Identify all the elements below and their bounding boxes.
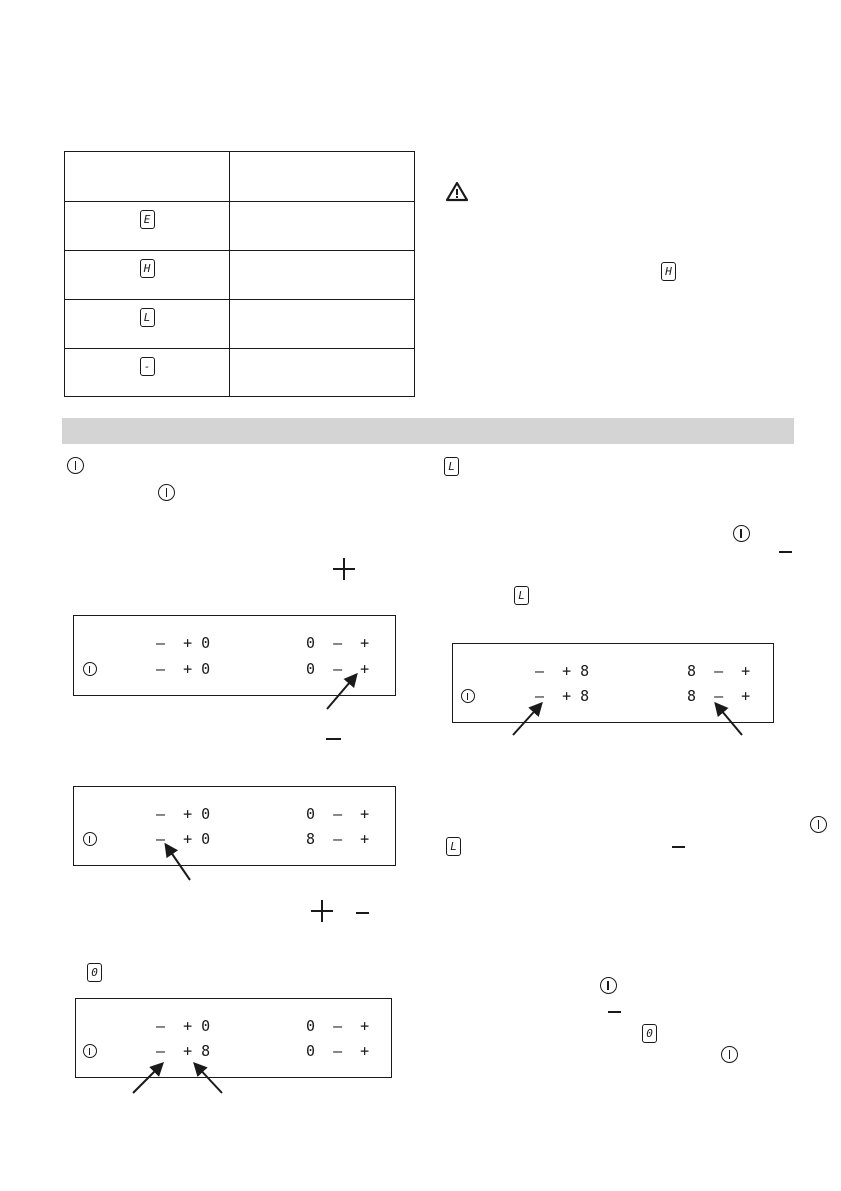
display-l-icon: L — [514, 586, 529, 605]
display-h-icon: H — [661, 262, 676, 281]
arrow-to-plus-key — [195, 1064, 222, 1093]
display-l-icon: L — [444, 457, 459, 476]
panel-left-zone-row2: – + 0 — [156, 830, 211, 848]
panel-left-zone-row1: – + 8 — [535, 662, 590, 680]
panel-left-zone-row1: – + 0 — [156, 805, 211, 823]
panel-left-zone-row2: – + 8 — [535, 687, 590, 705]
display-l-icon: L — [140, 308, 155, 327]
panel-right-zone-row1: 0 – + — [306, 634, 370, 652]
panel-right-zone-row2: 8 – + — [687, 687, 751, 705]
panel-right-zone-row1: 0 – + — [306, 805, 370, 823]
display-zero-icon: 0 — [87, 963, 102, 982]
display-zero-icon: 0 — [642, 1024, 657, 1043]
panel-right-zone-row1: 8 – + — [687, 662, 751, 680]
display-e-icon: E — [140, 210, 155, 229]
panel-right-zone-row2: 8 – + — [306, 830, 370, 848]
arrow-to-right-minus-key — [716, 704, 742, 735]
display-l-icon: L — [446, 837, 461, 856]
display-h-icon: H — [140, 259, 155, 278]
panel-left-zone-row2: – + 0 — [156, 660, 211, 678]
display-dash-icon: - — [140, 357, 155, 376]
panel-right-zone-row2: 0 – + — [306, 660, 370, 678]
panel-right-zone-row2: 0 – + — [306, 1042, 370, 1060]
panel-left-zone-row2: – + 8 — [156, 1042, 211, 1060]
panel-right-zone-row1: 0 – + — [306, 1017, 370, 1035]
arrow-to-left-minus-key — [513, 704, 541, 735]
panel-left-zone-row1: – + 0 — [156, 634, 211, 652]
arrow-to-minus-key — [133, 1064, 162, 1093]
panel-left-zone-row1: – + 0 — [156, 1017, 211, 1035]
arrow-to-plus-key — [327, 675, 356, 709]
arrow-to-minus-key — [166, 845, 190, 880]
